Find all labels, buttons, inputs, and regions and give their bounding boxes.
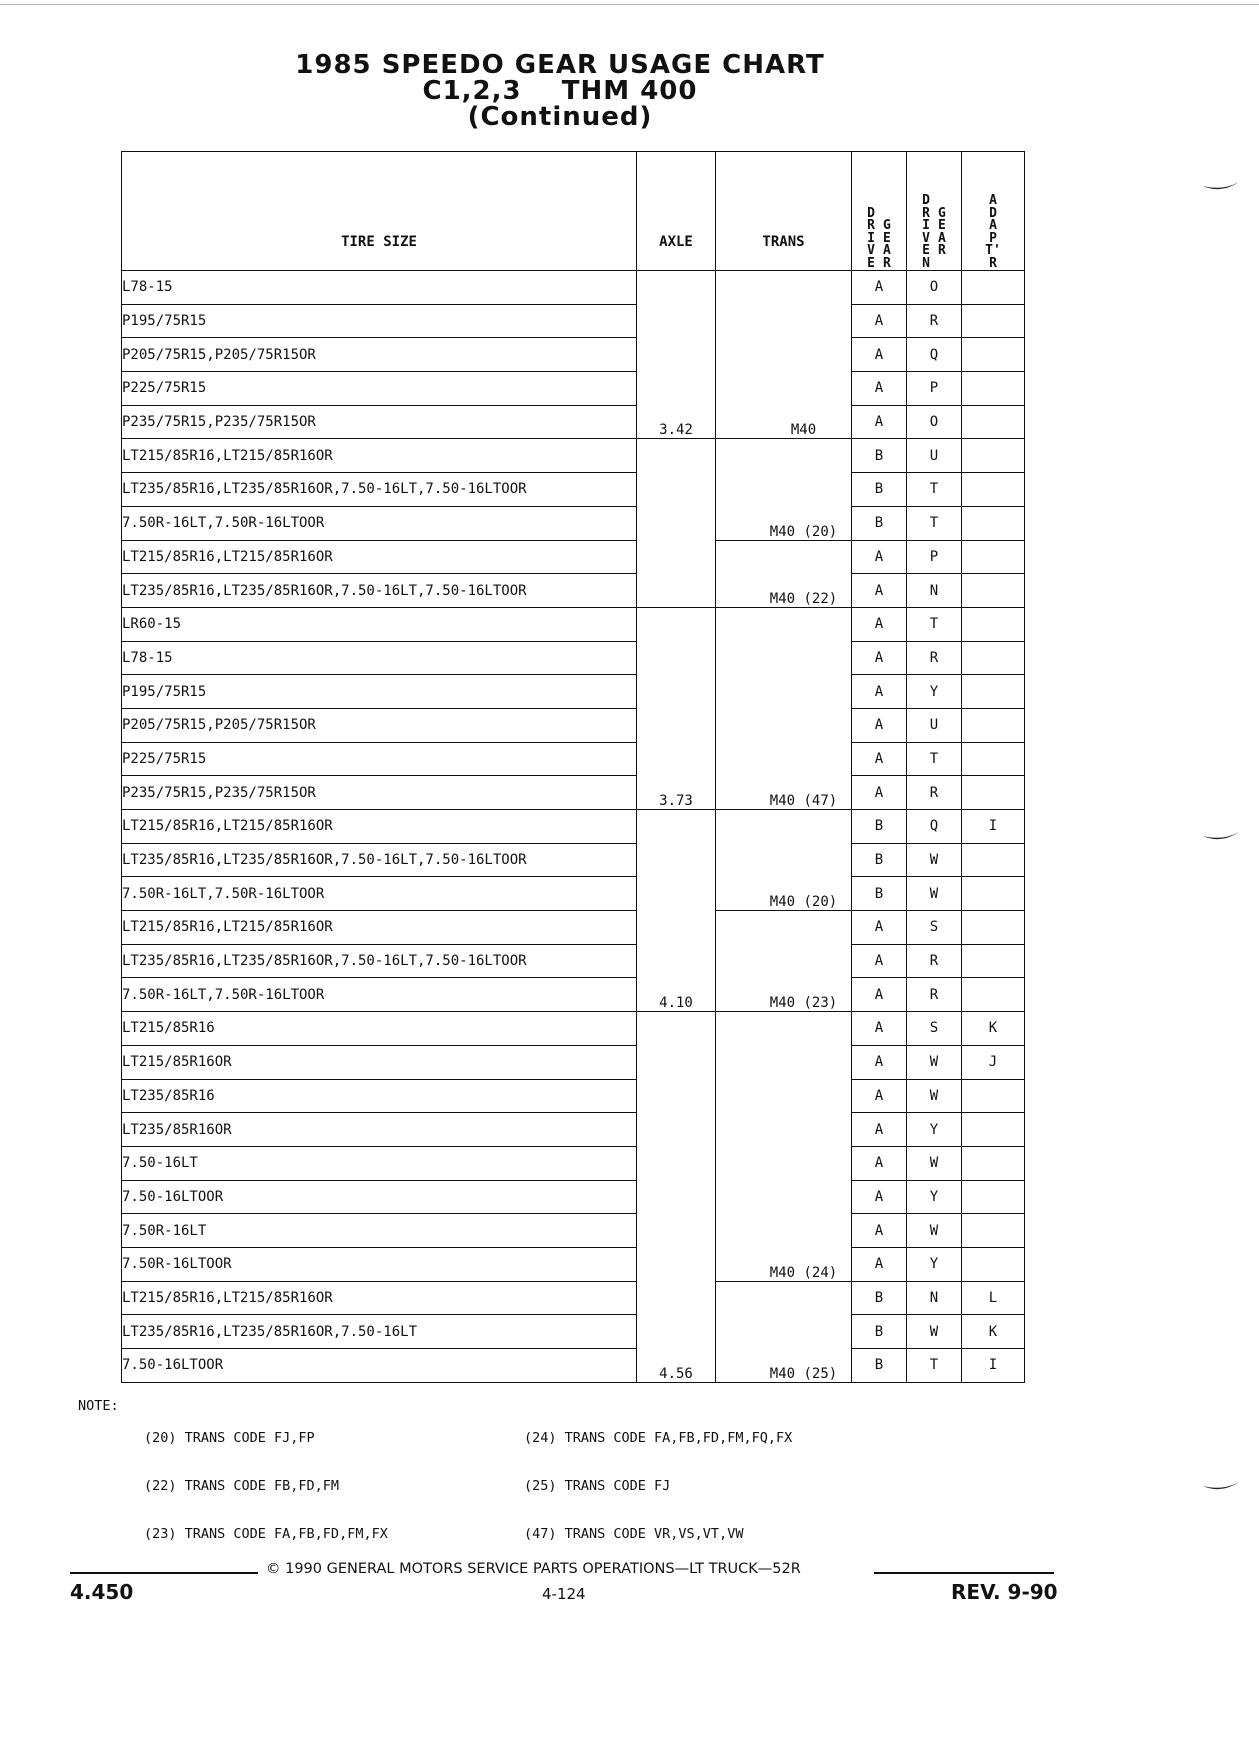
driven-gear-cell: Y: [907, 1113, 962, 1147]
driven-gear-cell: R: [907, 776, 962, 810]
axle-ratio-cell: 4.56: [637, 1012, 716, 1383]
chart-subtitle-continued: (Continued): [467, 102, 653, 132]
trans-code-cell: [716, 810, 852, 911]
table-row: [122, 742, 1025, 776]
tire-size-cell: LR60-15: [122, 607, 637, 641]
header-letter: E: [883, 230, 891, 246]
note-25: (25) TRANS CODE FJ: [524, 1478, 671, 1494]
header-letter: R: [883, 255, 891, 271]
axle-ratio-cell: 3.42: [637, 271, 716, 439]
adapter-cell: [962, 1214, 1025, 1248]
header-letter: R: [938, 243, 946, 258]
driven-gear-header: [907, 152, 962, 271]
adapter-cell: [962, 304, 1025, 338]
adapter-cell: [962, 1113, 1025, 1147]
header-letter: E: [938, 218, 946, 233]
driven-gear-cell: R: [907, 641, 962, 675]
header-letter: D: [867, 205, 875, 221]
driven-gear-cell: R: [907, 978, 962, 1012]
header-letter: A: [989, 193, 997, 208]
drive-gear-cell: A: [852, 742, 907, 776]
table-row: [122, 708, 1025, 742]
driven-gear-cell: Q: [907, 810, 962, 844]
drive-gear-cell: B: [852, 473, 907, 507]
driven-gear-cell: T: [907, 1349, 962, 1383]
drive-gear-cell: A: [852, 675, 907, 709]
tire-size-cell: P235/75R15,P235/75R15OR: [122, 776, 637, 810]
binder-hole-mark-icon: [1201, 830, 1241, 844]
driven-gear-cell: T: [907, 473, 962, 507]
table-row: [122, 978, 1025, 1012]
header-letter: D: [922, 193, 930, 208]
driven-gear-cell: W: [907, 843, 962, 877]
adapter-cell: [962, 1079, 1025, 1113]
drive-gear-cell: A: [852, 1247, 907, 1281]
tire-size-cell: P225/75R15: [122, 372, 637, 406]
trans-code-label: M40 (25): [769, 1365, 838, 1382]
header-letter: V: [922, 230, 930, 246]
tire-size-cell: P195/75R15: [122, 304, 637, 338]
trans-code-label: M40 (20): [769, 894, 838, 911]
adapter-cell: [962, 978, 1025, 1012]
adapter-cell: J: [962, 1045, 1025, 1079]
drive-gear-cell: A: [852, 1113, 907, 1147]
tire-size-cell: LT215/85R16: [122, 1012, 637, 1046]
table-row: [122, 1012, 1025, 1046]
adapter-cell: [962, 877, 1025, 911]
adapter-cell: [962, 742, 1025, 776]
tire-size-cell: 7.50R-16LTOOR: [122, 1247, 637, 1281]
tire-size-cell: LT235/85R16,LT235/85R16OR,7.50-16LT,7.50-16LTOOR: [122, 944, 637, 978]
drive-gear-cell: A: [852, 944, 907, 978]
drive-gear-cell: B: [852, 843, 907, 877]
adapter-cell: [962, 911, 1025, 945]
adapter-cell: [962, 641, 1025, 675]
driven-gear-cell: P: [907, 540, 962, 574]
header-letter: T': [985, 243, 1001, 258]
trans-code-label: M40 (23): [769, 995, 838, 1012]
tire-size-cell: LT215/85R16,LT215/85R16OR: [122, 1281, 637, 1315]
driven-gear-cell: Y: [907, 1180, 962, 1214]
header-letter: V: [867, 243, 875, 258]
tire-size-cell: P225/75R15: [122, 742, 637, 776]
binder-hole-mark-icon: [1201, 1480, 1241, 1494]
table-row: [122, 1079, 1025, 1113]
drive-gear-cell: A: [852, 1079, 907, 1113]
trans-code-label: M40 (47): [769, 793, 838, 809]
header-letter: D: [989, 205, 997, 221]
adapter-cell: K: [962, 1315, 1025, 1349]
table-row: [122, 271, 1025, 305]
adapter-header: [962, 152, 1025, 271]
header-letter: G: [938, 205, 946, 221]
note-24: (24) TRANS CODE FA,FB,FD,FM,FQ,FX: [524, 1430, 793, 1446]
adapter-cell: [962, 944, 1025, 978]
drive-gear-cell: A: [852, 641, 907, 675]
adapter-cell: [962, 405, 1025, 439]
tire-size-cell: 7.50-16LT: [122, 1146, 637, 1180]
axle-ratio-cell: 3.73: [637, 607, 716, 809]
adapter-cell: [962, 574, 1025, 608]
driven-gear-cell: T: [907, 607, 962, 641]
table-row: [122, 843, 1025, 877]
tire-size-cell: LT235/85R16,LT235/85R16OR,7.50-16LT,7.50-16LTOOR: [122, 843, 637, 877]
adapter-cell: [962, 372, 1025, 406]
drive-gear-cell: A: [852, 607, 907, 641]
header-letter: E: [867, 255, 875, 271]
drive-gear-cell: B: [852, 1349, 907, 1383]
trans-code-cell: [716, 1012, 852, 1282]
table-row: [122, 675, 1025, 709]
header-letter: N: [922, 255, 930, 271]
tire-size-cell: LT235/85R16OR: [122, 1113, 637, 1147]
revision-date: REV. 9-90: [951, 1580, 1058, 1604]
driven-gear-cell: W: [907, 877, 962, 911]
table-row: [122, 1146, 1025, 1180]
header-row: [122, 152, 1025, 271]
tire-size-cell: P235/75R15,P235/75R15OR: [122, 405, 637, 439]
note-23: (23) TRANS CODE FA,FB,FD,FM,FX: [144, 1526, 388, 1542]
driven-gear-cell: W: [907, 1146, 962, 1180]
table-row: [122, 911, 1025, 945]
trans-code-cell: [716, 439, 852, 540]
header-letter: G: [883, 218, 891, 233]
drive-gear-cell: A: [852, 1214, 907, 1248]
adapter-cell: [962, 675, 1025, 709]
tire-size-cell: P205/75R15,P205/75R15OR: [122, 708, 637, 742]
header-letter: E: [922, 243, 930, 258]
tire-size-cell: P205/75R15,P205/75R15OR: [122, 338, 637, 372]
drive-gear-cell: A: [852, 978, 907, 1012]
tire-size-cell: 7.50-16LTOOR: [122, 1349, 637, 1383]
driven-gear-cell: S: [907, 911, 962, 945]
footer-rule-right: [874, 1572, 1054, 1574]
tire-size-cell: LT235/85R16: [122, 1079, 637, 1113]
table-row: [122, 439, 1025, 473]
drive-gear-cell: A: [852, 304, 907, 338]
tire-size-cell: 7.50-16LTOOR: [122, 1180, 637, 1214]
driven-gear-cell: R: [907, 304, 962, 338]
adapter-cell: [962, 540, 1025, 574]
note-22: (22) TRANS CODE FB,FD,FM: [144, 1478, 340, 1494]
table-row: [122, 372, 1025, 406]
drive-gear-cell: A: [852, 271, 907, 305]
header-letter: A: [883, 243, 891, 258]
driven-gear-cell: N: [907, 1281, 962, 1315]
drive-gear-cell: A: [852, 1045, 907, 1079]
adapter-cell: [962, 506, 1025, 540]
driven-gear-cell: O: [907, 271, 962, 305]
drive-gear-cell: A: [852, 540, 907, 574]
note-47: (47) TRANS CODE VR,VS,VT,VW: [524, 1526, 744, 1542]
table-row: [122, 540, 1025, 574]
trans-code-cell: [716, 1281, 852, 1382]
drive-gear-cell: A: [852, 1180, 907, 1214]
trans-code-cell: [716, 607, 852, 809]
driven-gear-cell: Q: [907, 338, 962, 372]
drive-gear-cell: A: [852, 372, 907, 406]
header-letter: R: [989, 255, 997, 271]
driven-gear-cell: T: [907, 742, 962, 776]
drive-gear-cell: A: [852, 708, 907, 742]
table-row: [122, 944, 1025, 978]
adapter-cell: [962, 1247, 1025, 1281]
page-number: 4-124: [542, 1585, 586, 1603]
table-row: [122, 1247, 1025, 1281]
table-row: [122, 877, 1025, 911]
table-row: [122, 1045, 1025, 1079]
driven-gear-cell: Y: [907, 675, 962, 709]
header-letter: R: [922, 205, 930, 221]
tire-size-cell: 7.50R-16LT,7.50R-16LTOOR: [122, 978, 637, 1012]
tire-size-cell: LT215/85R16,LT215/85R16OR: [122, 911, 637, 945]
driven-gear-cell: O: [907, 405, 962, 439]
header-letter: P: [989, 230, 997, 246]
adapter-cell: [962, 338, 1025, 372]
notes-label: NOTE:: [78, 1398, 119, 1414]
table-row: [122, 1315, 1025, 1349]
header-letter: A: [938, 230, 946, 246]
trans-code-cell: [716, 540, 852, 607]
table-row: [122, 776, 1025, 810]
copyright-line: © 1990 GENERAL MOTORS SERVICE PARTS OPERATIONS—LT TRUCK—52R: [266, 1561, 801, 1577]
drive-gear-cell: A: [852, 776, 907, 810]
table-row: [122, 607, 1025, 641]
tire-size-cell: LT235/85R16,LT235/85R16OR,7.50-16LT: [122, 1315, 637, 1349]
driven-gear-cell: W: [907, 1315, 962, 1349]
trans-code-cell: [716, 271, 852, 439]
adapter-cell: [962, 473, 1025, 507]
driven-gear-cell: S: [907, 1012, 962, 1046]
chart-title: 1985 SPEEDO GEAR USAGE CHART: [295, 50, 825, 80]
adapter-cell: L: [962, 1281, 1025, 1315]
drive-gear-cell: B: [852, 439, 907, 473]
tire-size-cell: 7.50R-16LT,7.50R-16LTOOR: [122, 877, 637, 911]
driven-gear-cell: W: [907, 1045, 962, 1079]
tire-size-cell: LT235/85R16,LT235/85R16OR,7.50-16LT,7.50-16LTOOR: [122, 574, 637, 608]
section-number: 4.450: [70, 1580, 134, 1604]
adapter-cell: [962, 1180, 1025, 1214]
table-row: [122, 1180, 1025, 1214]
tire-size-cell: LT215/85R16,LT215/85R16OR: [122, 439, 637, 473]
tire-size-cell: P195/75R15: [122, 675, 637, 709]
adapter-cell: I: [962, 810, 1025, 844]
tire-size-cell: L78-15: [122, 271, 637, 305]
tire-size-cell: LT215/85R16,LT215/85R16OR: [122, 540, 637, 574]
tire-size-cell: 7.50R-16LT,7.50R-16LTOOR: [122, 506, 637, 540]
table-row: [122, 1113, 1025, 1147]
drive-gear-cell: B: [852, 1281, 907, 1315]
tire-size-header: TIRE SIZE: [122, 152, 637, 271]
note-20: (20) TRANS CODE FJ,FP: [144, 1430, 315, 1446]
driven-gear-cell: R: [907, 944, 962, 978]
table-row: [122, 304, 1025, 338]
drive-gear-header: [852, 152, 907, 271]
header-letter: R: [867, 218, 875, 233]
table-row: [122, 506, 1025, 540]
table-row: [122, 1349, 1025, 1383]
drive-gear-cell: A: [852, 574, 907, 608]
table-row: [122, 574, 1025, 608]
driven-gear-cell: U: [907, 708, 962, 742]
header-letter: A: [989, 218, 997, 233]
tire-size-cell: 7.50R-16LT: [122, 1214, 637, 1248]
header-letter: I: [922, 218, 930, 233]
driven-gear-cell: T: [907, 506, 962, 540]
driven-gear-cell: W: [907, 1214, 962, 1248]
drive-gear-cell: B: [852, 810, 907, 844]
table-row: [122, 810, 1025, 844]
speedo-gear-table: [121, 151, 1025, 1383]
adapter-cell: [962, 439, 1025, 473]
notes-right: [524, 1398, 792, 1558]
adapter-cell: [962, 1146, 1025, 1180]
trans-code-label: M40: [790, 422, 817, 439]
axle-header: AXLE: [637, 152, 716, 271]
table-row: [122, 1281, 1025, 1315]
drive-gear-cell: A: [852, 1146, 907, 1180]
drive-gear-cell: A: [852, 1012, 907, 1046]
adapter-cell: [962, 708, 1025, 742]
trans-code-label: M40 (24): [769, 1264, 838, 1281]
table-row: [122, 338, 1025, 372]
notes-left: [144, 1398, 388, 1558]
adapter-cell: [962, 843, 1025, 877]
chart-subtitle-model: C1,2,3 THM 400: [422, 76, 698, 106]
axle-ratio-cell: 4.10: [637, 810, 716, 1012]
tire-size-cell: LT215/85R16OR: [122, 1045, 637, 1079]
binder-hole-mark-icon: [1201, 180, 1241, 194]
adapter-cell: [962, 776, 1025, 810]
driven-gear-cell: U: [907, 439, 962, 473]
adapter-cell: [962, 607, 1025, 641]
trans-header: TRANS: [716, 152, 852, 271]
axle-ratio-cell: [637, 439, 716, 607]
trans-code-label: M40 (20): [769, 523, 838, 540]
tire-size-cell: L78-15: [122, 641, 637, 675]
table-row: [122, 473, 1025, 507]
footer-rule-left: [70, 1572, 258, 1574]
driven-gear-cell: W: [907, 1079, 962, 1113]
trans-code-cell: [716, 911, 852, 1012]
drive-gear-cell: A: [852, 405, 907, 439]
scan-top-rule: [0, 4, 1259, 5]
driven-gear-cell: P: [907, 372, 962, 406]
adapter-cell: I: [962, 1349, 1025, 1383]
driven-gear-cell: Y: [907, 1247, 962, 1281]
adapter-cell: [962, 271, 1025, 305]
header-letter: I: [867, 230, 875, 246]
table-row: [122, 1214, 1025, 1248]
table-row: [122, 405, 1025, 439]
tire-size-cell: LT235/85R16,LT235/85R16OR,7.50-16LT,7.50-16LTOOR: [122, 473, 637, 507]
drive-gear-cell: A: [852, 338, 907, 372]
trans-code-label: M40 (22): [769, 590, 838, 607]
drive-gear-cell: B: [852, 1315, 907, 1349]
drive-gear-cell: A: [852, 911, 907, 945]
adapter-cell: K: [962, 1012, 1025, 1046]
driven-gear-cell: N: [907, 574, 962, 608]
tire-size-cell: LT215/85R16,LT215/85R16OR: [122, 810, 637, 844]
drive-gear-cell: B: [852, 877, 907, 911]
table-row: [122, 641, 1025, 675]
drive-gear-cell: B: [852, 506, 907, 540]
